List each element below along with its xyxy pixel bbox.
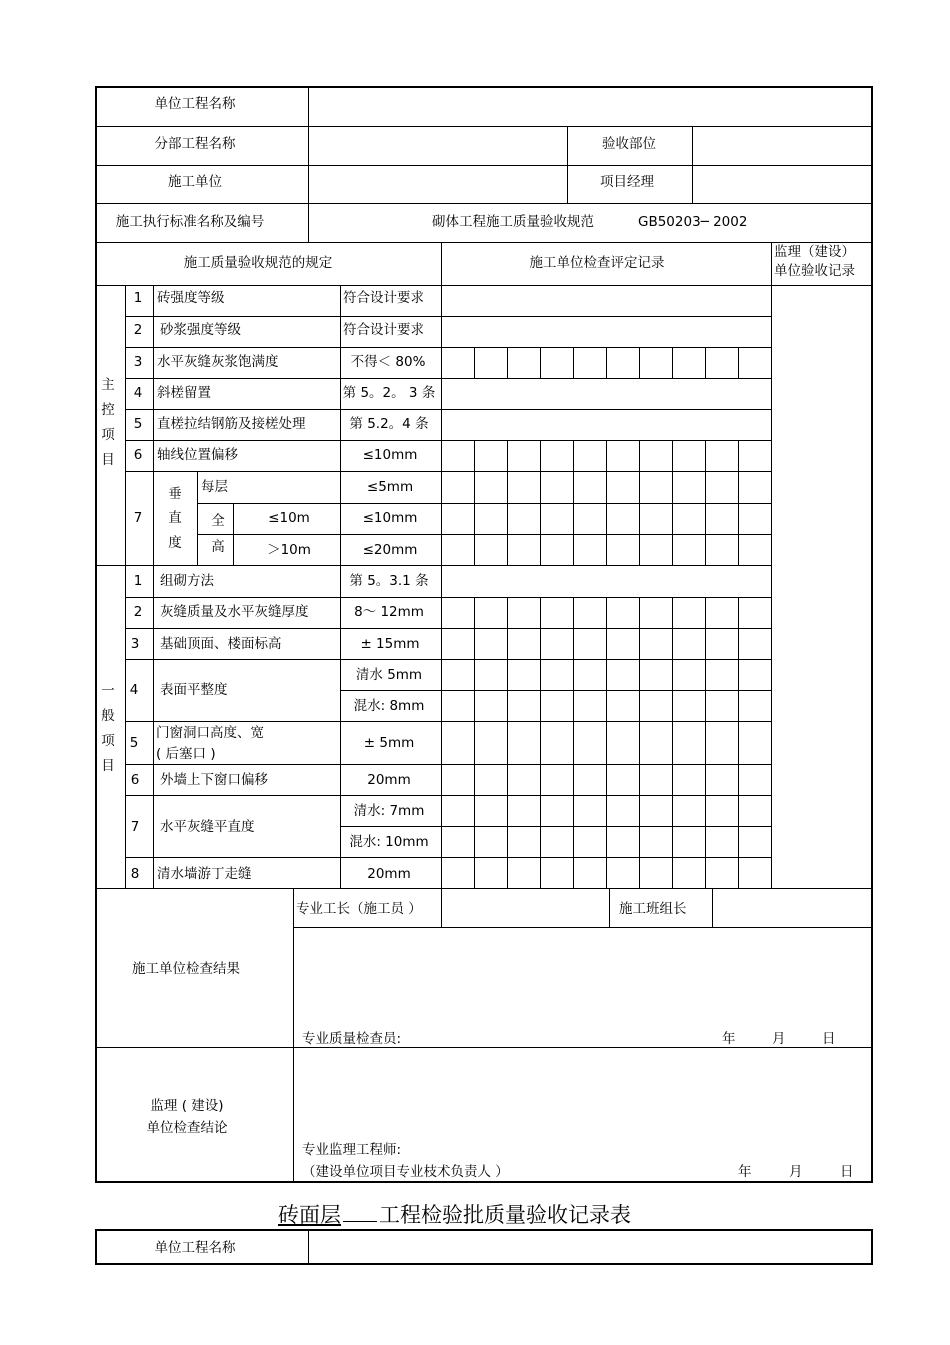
item-requirement: 第 5。3.1 条 <box>349 573 429 589</box>
supervisor-engineer-label: 专业监理工程师: <box>302 1142 402 1158</box>
year-label: 年 <box>722 1031 736 1047</box>
project-manager-label: 项目经理 <box>600 174 654 190</box>
item-requirement: 符合设计要求 <box>343 322 424 338</box>
standard-code: GB50203─ 2002 <box>638 214 748 230</box>
day-label: 日 <box>840 1164 854 1180</box>
item-name: 砖强度等级 <box>157 290 225 306</box>
item-name: ( 后塞口 ) <box>156 746 216 762</box>
construction-unit-label: 施工单位 <box>168 174 222 190</box>
item-requirement: ± 15mm <box>360 636 420 652</box>
item-requirement: 混水: 8mm <box>353 698 425 714</box>
height-gt-10m: ＞10m <box>267 542 311 558</box>
item-number: 4 <box>133 385 143 401</box>
item-requirement: 清水 5mm <box>355 667 423 683</box>
item-number: 2 <box>133 322 143 338</box>
unit-project-name-label: 单位工程名称 <box>154 1240 236 1256</box>
item-requirement: ± 5mm <box>363 735 415 751</box>
main-control-group-char: 主 <box>101 377 115 393</box>
owner-representative-label: （建设单位项目专业枝术负责人 ） <box>302 1164 509 1180</box>
height-le-10m: ≤10m <box>268 510 310 526</box>
verticality-char: 直 <box>168 510 182 526</box>
quality-inspector-label: 专业质量检查员: <box>302 1031 402 1047</box>
form-title-main: 工程检验批质量验收记录表 <box>379 1203 631 1227</box>
item-requirement: 第 5。2。 3 条 <box>342 385 436 401</box>
general-group-char: 目 <box>101 758 115 774</box>
per-floor-label: 每层 <box>201 479 228 495</box>
full-height-char: 高 <box>211 539 225 555</box>
item-number: 2 <box>133 604 143 620</box>
item-name: 外墙上下窗口偏移 <box>160 772 268 788</box>
day-label: 日 <box>822 1031 836 1047</box>
general-group-char: 项 <box>101 733 115 749</box>
spec-column-header: 施工质量验收规范的规定 <box>183 255 333 271</box>
item-requirement: 20mm <box>367 772 411 788</box>
item-number: 1 <box>133 290 143 306</box>
item-number: 5 <box>133 416 143 432</box>
item-number: 8 <box>130 866 140 882</box>
item-name: 门窗洞口高度、宽 <box>156 725 264 741</box>
item-requirement: 不得＜ 80% <box>350 354 426 370</box>
per-floor-requirement: ≤5mm <box>366 479 414 495</box>
form-title <box>278 1199 631 1229</box>
item-name: 水平灰缝灰浆饱满度 <box>157 354 279 370</box>
division-project-name-label: 分部工程名称 <box>154 136 236 152</box>
acceptance-part-label: 验收部位 <box>602 136 656 152</box>
item-name: 组砌方法 <box>160 573 214 589</box>
form-title-blank <box>343 1207 377 1222</box>
conclusion-label-line1: 监理 ( 建设) <box>150 1098 224 1114</box>
record-column-header: 施工单位检查评定记录 <box>529 255 665 271</box>
item-number: 7 <box>133 510 143 526</box>
form-title-subject: 砖面层 <box>278 1203 341 1227</box>
item-number: 7 <box>130 819 140 835</box>
supervisor-column-header-line2: 单位验收记录 <box>774 263 855 279</box>
item-name: 直槎拉结钢筋及接槎处理 <box>157 416 306 432</box>
foreman-label: 专业工长（施工员 ） <box>296 901 422 917</box>
item-number: 1 <box>133 573 143 589</box>
height-le-10m-requirement: ≤10mm <box>362 510 418 526</box>
item-name: 清水墙游丁走缝 <box>157 866 252 882</box>
item-name: 基础顶面、楼面标高 <box>160 636 282 652</box>
item-requirement: 20mm <box>367 866 411 882</box>
item-name: 斜槎留置 <box>157 385 211 401</box>
main-control-group-char: 项 <box>101 427 115 443</box>
main-control-group-char: 控 <box>101 402 115 418</box>
item-name: 表面平整度 <box>160 682 228 698</box>
height-gt-10m-requirement: ≤20mm <box>362 542 418 558</box>
full-height-char: 全 <box>211 513 225 529</box>
general-group-char: 般 <box>101 708 115 724</box>
item-number: 3 <box>130 636 140 652</box>
item-name: 砂浆强度等级 <box>160 322 241 338</box>
item-requirement: ≤10mm <box>362 447 418 463</box>
item-requirement: 符合设计要求 <box>343 290 424 306</box>
item-name: 轴线位置偏移 <box>157 447 238 463</box>
supervisor-column-header-line1: 监理（建设） <box>774 244 855 260</box>
team-leader-label: 施工班组长 <box>619 901 687 917</box>
item-requirement: 清水: 7mm <box>353 803 425 819</box>
item-name: 灰缝质量及水平灰缝厚度 <box>160 604 309 620</box>
standard-value: 砌体工程施工质量验收规范 <box>432 214 594 230</box>
general-group-char: 一 <box>101 683 115 699</box>
item-name: 水平灰缝平直度 <box>160 819 255 835</box>
conclusion-label-line2: 单位检查结论 <box>146 1120 228 1136</box>
main-control-group-char: 目 <box>101 452 115 468</box>
item-number: 5 <box>129 735 139 751</box>
item-requirement: 8～ 12mm <box>354 604 424 620</box>
item-requirement: 第 5.2。4 条 <box>349 416 429 432</box>
month-label: 月 <box>789 1164 803 1180</box>
item-number: 6 <box>130 772 140 788</box>
standard-label: 施工执行标准名称及编号 <box>115 214 265 230</box>
year-label: 年 <box>738 1164 752 1180</box>
unit-project-name-label: 单位工程名称 <box>154 96 236 112</box>
item-number: 6 <box>133 447 143 463</box>
month-label: 月 <box>772 1031 786 1047</box>
verticality-char: 度 <box>168 535 182 551</box>
item-number: 4 <box>129 682 139 698</box>
check-result-label: 施工单位检查结果 <box>132 961 240 977</box>
item-number: 3 <box>133 354 143 370</box>
verticality-char: 垂 <box>168 486 182 502</box>
item-requirement: 混水: 10mm <box>349 834 429 850</box>
